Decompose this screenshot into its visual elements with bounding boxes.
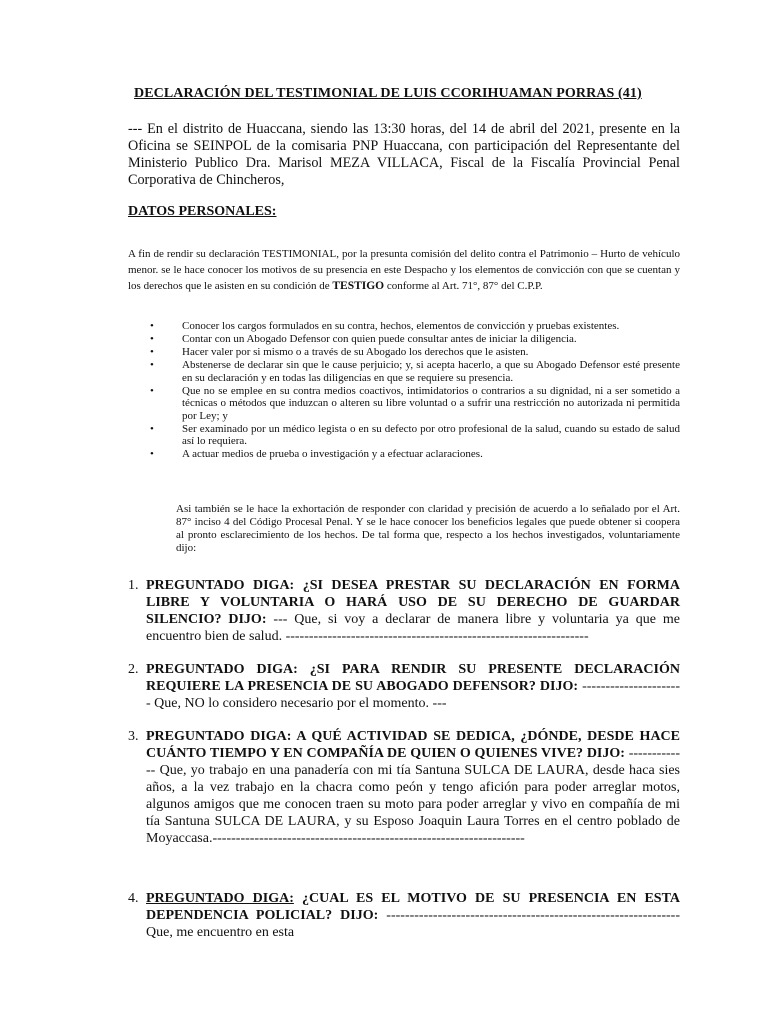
purpose-text-before: A fin de rendir su declaración TESTIMONIAL, por la presunta comisión del delito contra el Patrimonio – Hurto de vehículo menor. se le hace conocer los motivos de su presencia en este Despacho y los elementos de convicción con que se cuentan y los derechos que le asisten en su condición de [128,248,680,292]
question-4 [128,890,680,941]
bullet-icon: • [150,333,154,345]
bullet-icon: • [150,320,154,332]
question-text: ¿CUAL ES EL MOTIVO DE SU PRESENCIA EN ESTA DEPENDENCIA POLICIAL? DIJO: [146,891,680,923]
question-number: 3. [128,729,139,744]
list-item [150,333,680,346]
purpose-text-after: conforme al Art. 71°, 87° del C.P.P. [384,280,543,292]
question-text: PREGUNTADO DIGA: ¿SI PARA RENDIR SU PRESENTE DECLARACIÓN REQUIERE LA PRESENCIA DE SU ABOGADO DEFENSOR? DIJO: [146,662,680,694]
intro-paragraph: --- En el distrito de Huaccana, siendo las 13:30 horas, del 14 de abril del 2021, presente en la Oficina se SEINPOL de la comisaria PNP Huaccana, con participación del Representante del Ministerio Publico Dra. Marisol MEZA VILLACA, Fiscal de la Fiscalía Provincial Penal Corporativa de Chincheros, [128,121,680,188]
bullet-icon: • [150,448,154,460]
question-2 [128,661,680,712]
question-label-underlined: PREGUNTADO DIGA: [146,891,294,906]
list-item [150,359,680,384]
right-text: Conocer los cargos formulados en su contra, hechos, elementos de convicción y pruebas existentes. [182,320,620,332]
question-text: PREGUNTADO DIGA: ¿SI DESEA PRESTAR SU DECLARACIÓN EN FORMA LIBRE Y VOLUNTARIA O HARÁ USO DE SU DERECHO DE GUARDAR SILENCIO? DIJO: [146,578,680,627]
list-item [150,423,680,448]
rights-list [150,320,680,461]
right-text: Ser examinado por un médico legista o en su defecto por otro profesional de la salud, cuando su estado de salud así lo requiera. [182,422,680,447]
question-1 [128,577,680,645]
right-text: Que no se emplee en su contra medios coactivos, intimidatorios o contrarios a su dignidad, ni a ser sometido a técnicas o métodos que induzcan o alteren su libre voluntad o a sufrir una restricción no autorizada ni permitida por Ley; y [182,384,680,422]
list-item [150,346,680,359]
bullet-icon: • [150,346,154,358]
question-text: PREGUNTADO DIGA: A QUÉ ACTIVIDAD SE DEDICA, ¿DÓNDE, DESDE HACE CUÁNTO TIEMPO Y EN COMPAÑÍA DE QUIEN O QUIENES VIVE? DIJO: [146,729,680,761]
answer-text: ---------------------- Que, NO lo considero necesario por el momento. --- [146,679,680,711]
right-text: A actuar medios de prueba o investigación y a efectuar aclaraciones. [182,448,483,460]
list-item [150,448,680,461]
answer-text: ------------- Que, yo trabajo en una panadería con mi tía Santuna SULCA DE LAURA, desde haca sies años, a la vez trabajo en la chacra como peón y tengo afición para poder arreglar motos, algunos amigos que me conocen traen su moto para poder arreglar y vivo en compañía de mi tía Santuna SULCA DE LAURA, y su Esposo Joaquin Laura Torres en el centro poblado de Moyaccasa.------------------------------------------------------------------- [146,746,680,846]
answer-text: --- Que, si voy a declarar de manera libre y voluntaria ya que me encuentro bien de salud. ----------------------------------------------------------------- [146,612,680,644]
bullet-icon: • [150,384,154,397]
right-text: Abstenerse de declarar sin que le cause perjuicio; y, si acepta hacerlo, a que su Abogado Defensor esté presente en su declaración y en todas las diligencias en que se requiere su presencia. [182,359,680,384]
question-number: 2. [128,662,139,677]
list-item [150,385,680,423]
right-text: Contar con un Abogado Defensor con quien puede consultar antes de iniciar la diligencia. [182,333,577,345]
question-number: 4. [128,891,139,906]
bullet-icon: • [150,359,154,371]
answer-text: --------------------------------------------------------------- Que, me encuentro en esta [146,908,681,940]
right-text: Hacer valer por si mismo o a través de su Abogado los derechos que le asisten. [182,346,529,358]
question-number: 1. [128,578,139,593]
list-item [150,320,680,333]
datos-personales-heading: DATOS PERSONALES: [128,204,277,219]
exhortation-paragraph: Asi también se le hace la exhortación de responder con claridad y precisión de acuerdo a lo señalado por el Art. 87° inciso 4 del Código Procesal Penal. Y se le hace conocer los beneficios legales que puede obtener si coopera al pronto esclarecimiento de los hechos. De tal forma que, respecto a los hechos investigados, voluntariamente dijo: [176,503,680,554]
purpose-paragraph [128,246,680,294]
document-title: DECLARACIÓN DEL TESTIMONIAL DE LUIS CCORIHUAMAN PORRAS (41) [134,86,642,101]
bullet-icon: • [150,422,154,435]
purpose-bold-testigo: TESTIGO [332,280,385,292]
question-3 [128,728,680,847]
